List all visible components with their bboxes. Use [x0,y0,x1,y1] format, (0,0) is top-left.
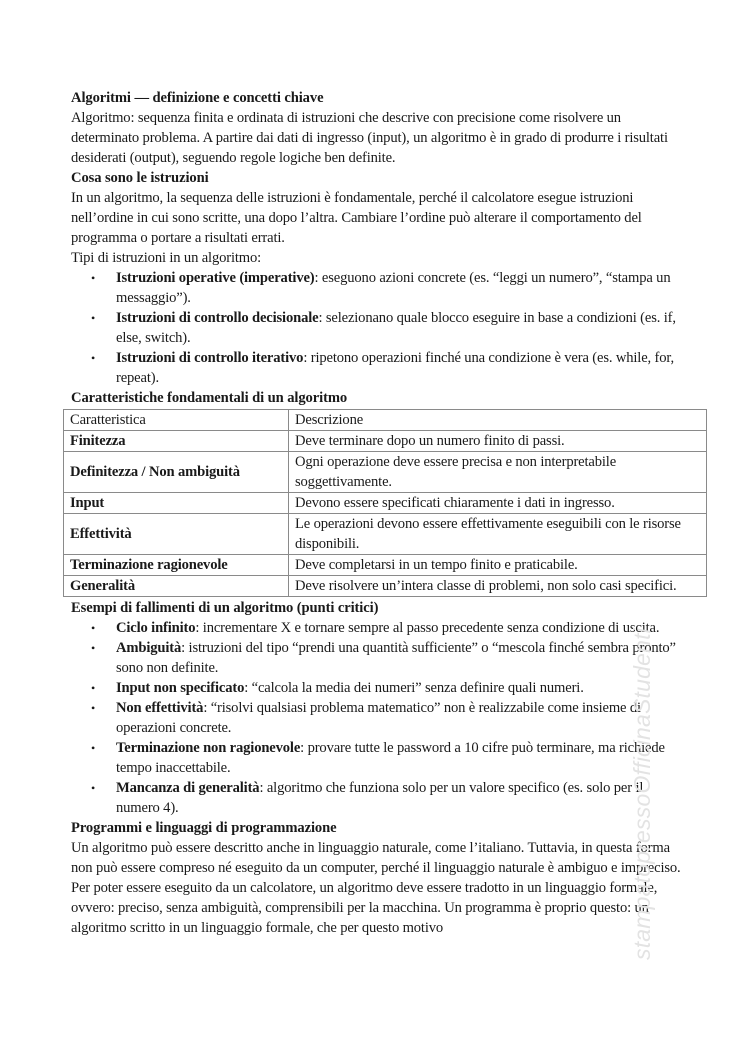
table-cell-term: Terminazione ragionevole [64,555,289,576]
list-item [71,618,676,638]
bullet-icon: • [91,701,96,715]
paragraph-programmi: Un algoritmo può essere descritto anche in linguaggio naturale, come l’italiano. Tuttavia, in questa forma non può essere compreso né eseguito da un computer, perché il linguaggio naturale è ambiguo e impreciso. Per poter essere eseguito da un calcolatore, un algoritmo deve essere tradotto in un linguaggio formale, ovvero: preciso, senza ambiguità, comprensibili per la macchina. Un programma è proprio questo: un algoritmo scritto in un linguaggio formale, che per questo motivo [71,840,681,936]
table-row [64,514,707,555]
list-item [71,348,676,388]
list-item-term: Ambiguità [116,640,182,656]
list-intro-tipi: Tipi di istruzioni in un algoritmo: [71,250,262,266]
list-fallimenti [71,618,711,818]
list-item [71,308,676,348]
table-header-descrizione: Descrizione [289,410,707,431]
list-item [71,778,676,818]
bullet-icon: • [91,311,96,325]
table-cell-term: Definitezza / Non ambiguità [64,452,289,493]
heading-fallimenti: Esempi di fallimenti di un algoritmo (punti critici) [71,600,379,616]
caratteristiche-table [63,409,707,597]
table-cell-description: Deve risolvere un’intera classe di problemi, non solo casi specifici. [289,576,707,597]
table-cell-term: Input [64,493,289,514]
list-item-term: Input non specificato [116,680,245,696]
list-item-text: : “risolvi qualsiasi problema matematico” non è realizzabile come insieme di operazioni concrete. [116,700,641,736]
list-item-text: : “calcola la media dei numeri” senza definire quali numeri. [244,680,584,696]
heading-caratteristiche: Caratteristiche fondamentali di un algoritmo [71,390,348,406]
list-item-term: Ciclo infinito [116,620,196,636]
paragraph-istruzioni: In un algoritmo, la sequenza delle istruzioni è fondamentale, perché il calcolatore esegue istruzioni nell’ordine in cui sono scritte, una dopo l’altra. Cambiare l’ordine può alterare il comportamento del programma o portare a risultati errati. [71,190,642,246]
bullet-icon: • [91,621,96,635]
heading-programmi: Programmi e linguaggi di programmazione [71,820,337,836]
list-item [71,268,676,308]
watermark-text: stampatopressoOfficinaStudenti [629,627,655,960]
list-item-term: Non effettività [116,700,204,716]
table-cell-description: Le operazioni devono essere effettivamente eseguibili con le risorse disponibili. [289,514,707,555]
list-tipi-istruzioni [71,268,711,388]
table-row [64,452,707,493]
table-cell-term: Finitezza [64,431,289,452]
table-cell-term: Generalità [64,576,289,597]
list-item [71,638,676,678]
list-item-text: : provare tutte le password a 10 cifre può terminare, ma richiede tempo inaccettabile. [116,740,665,776]
table-row [64,493,707,514]
bullet-icon: • [91,271,96,285]
table-row [64,431,707,452]
list-item-text: : algoritmo che funziona solo per un valore specifico (es. solo per il numero 4). [116,780,644,816]
list-item-text: : incrementare X e tornare sempre al passo precedente senza condizione di uscita. [195,620,660,636]
list-item-text: : selezionano quale blocco eseguire in base a condizioni (es. if, else, switch). [116,310,676,346]
table-row [64,576,707,597]
list-item [71,738,676,778]
table-header-caratteristica: Caratteristica [64,410,289,431]
bullet-icon: • [91,741,96,755]
bullet-icon: • [91,781,96,795]
table-cell-description: Ogni operazione deve essere precisa e non interpretabile soggettivamente. [289,452,707,493]
bullet-icon: • [91,681,96,695]
list-item-text: : ripetono operazioni finché una condizione è vera (es. while, for, repeat). [116,350,675,386]
list-item-term: Istruzioni di controllo decisionale [116,310,319,326]
paragraph-definizione: Algoritmo: sequenza finita e ordinata di istruzioni che descrive con precisione come risolvere un determinato problema. A partire dai dati di ingresso (input), un algoritmo è in grado di produrre i risultati desiderati (output), seguendo regole logiche ben definite. [71,110,668,166]
heading-algoritmi: Algoritmi — definizione e concetti chiave [71,90,324,106]
table-cell-description: Deve terminare dopo un numero finito di passi. [289,431,707,452]
heading-istruzioni: Cosa sono le istruzioni [71,170,209,186]
table-cell-description: Devono essere specificati chiaramente i dati in ingresso. [289,493,707,514]
list-item-text: : istruzioni del tipo “prendi una quantità sufficiente” o “mescola finché sembra pronto” sono non definite. [116,640,676,676]
table-header-row [64,410,707,431]
list-item [71,678,676,698]
table-row [64,555,707,576]
list-item-term: Istruzioni operative (imperative) [116,270,315,286]
bullet-icon: • [91,351,96,365]
list-item-term: Terminazione non ragionevole [116,740,301,756]
list-item-term: Mancanza di generalità [116,780,260,796]
table-cell-description: Deve completarsi in un tempo finito e praticabile. [289,555,707,576]
list-item-term: Istruzioni di controllo iterativo [116,350,304,366]
list-item-text: : eseguono azioni concrete (es. “leggi un numero”, “stampa un messaggio”). [116,270,671,306]
bullet-icon: • [91,641,96,655]
table-cell-term: Effettività [64,514,289,555]
document-page [71,88,711,938]
list-item [71,698,676,738]
